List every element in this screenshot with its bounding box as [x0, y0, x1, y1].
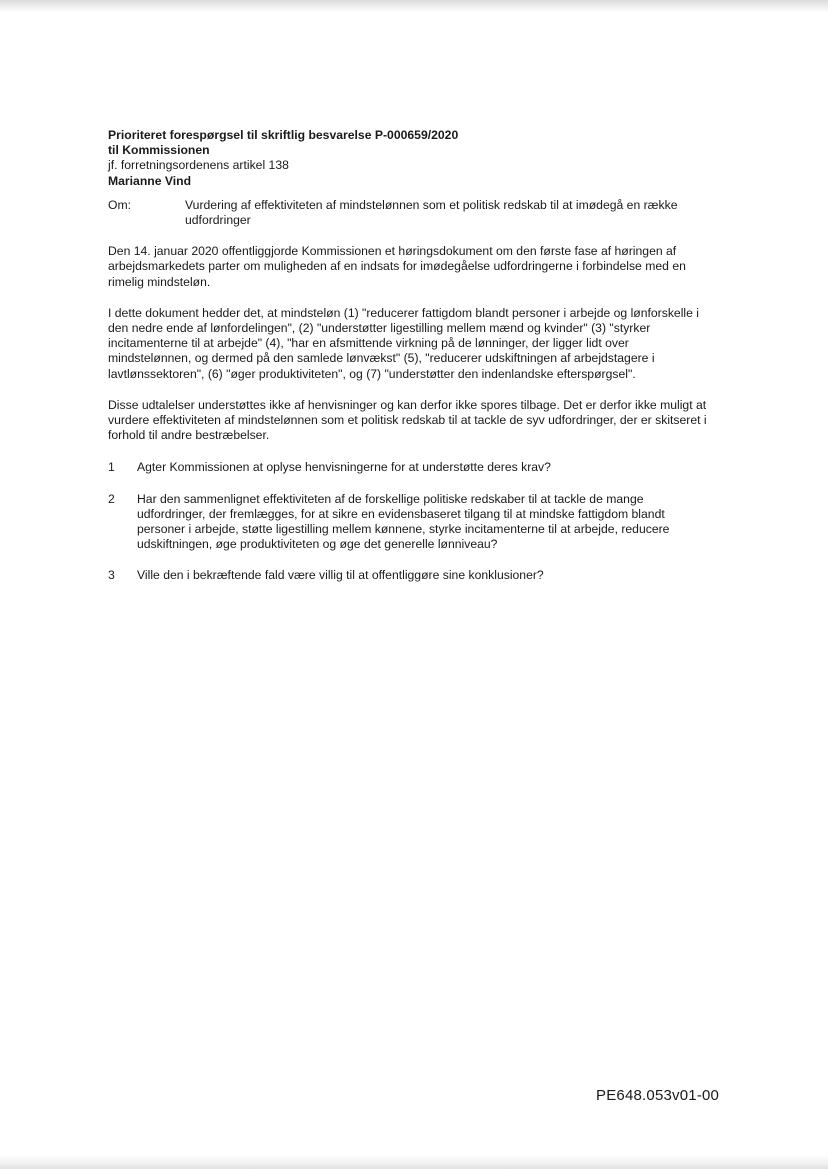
scan-edge-top: [0, 0, 828, 12]
document-body: [108, 128, 714, 584]
question-text: Agter Kommissionen at oplyse henvisningerne for at understøtte deres krav?: [137, 460, 551, 475]
paragraph-assessment: Disse udtalelser understøttes ikke af henvisninger og kan derfor ikke spores tilbage. Det er derfor ikke muligt at vurdere effektiviteten af mindstelønnen som et politisk redskab til at tackle de syv udfordringer, der er skitseret i forhold til andre bestræbelser.: [108, 397, 707, 443]
rule-reference: jf. forretningsordenens artikel 138: [108, 158, 289, 173]
question-text: Ville den i bekræftende fald være villig til at offentliggøre sine konklusioner?: [137, 568, 544, 583]
question-item: [108, 492, 714, 553]
paragraph-claims: I dette dokument hedder det, at mindsteløn (1) "reducerer fattigdom blandt personer i arbejde og lønforskelle i den nedre ende af lønfordelingen", (2) "understøtter ligestilling mellem mænd og kvinder" (3) "styrker incitamenterne til at arbejde" (4), "har en afsmittende virkning på de lønninger, der ligger lidt over mindstelønnen, og dermed på den samlede lønvækst" (5), "reducerer udskiftningen af arbejdstagere i lavtlønssektoren", (6) "øger produktiviteten", og (7) "understøtter den indenlandske efterspørgsel".: [108, 305, 699, 381]
question-number: 3: [108, 568, 115, 583]
document-header: [108, 128, 714, 189]
author-name: Marianne Vind: [108, 173, 192, 188]
subject-label: Om:: [108, 197, 132, 212]
subject-block: [108, 198, 714, 228]
addressee: til Kommissionen: [108, 143, 210, 158]
subject-text: Vurdering af effektiviteten af mindstelønnen som et politisk redskab til at imødegå en række udfordringer: [185, 197, 678, 228]
document-reference-code: PE648.053v01-00: [596, 1087, 720, 1104]
question-text: Har den sammenlignet effektiviteten af de forskellige politiske redskaber til at tackle de mange udfordringer, der fremlægges, for at sikre en evidensbaseret tilgang til at mindske fattigdom blandt personer i arbejde, støtte ligestilling mellem kønnene, styrke incitamenterne til at arbejde, reducere udskiftningen, øge produktiviteten og øge det generelle lønniveau?: [137, 491, 670, 552]
question-number: 1: [108, 460, 115, 475]
scan-edge-bottom: [0, 1155, 828, 1169]
question-number: 2: [108, 491, 115, 506]
question-title: Prioriteret forespørgsel til skriftlig besvarelse P-000659/2020: [108, 128, 459, 142]
question-item: [108, 460, 714, 475]
question-item: [108, 568, 714, 583]
paragraph-intro: Den 14. januar 2020 offentliggjorde Kommissionen et høringsdokument om den første fase af høringen af arbejdsmarkedets parter om muligheden af en indsats for imødegåelse udfordringerne i forbindelse med en rimelig mindsteløn.: [108, 244, 686, 289]
